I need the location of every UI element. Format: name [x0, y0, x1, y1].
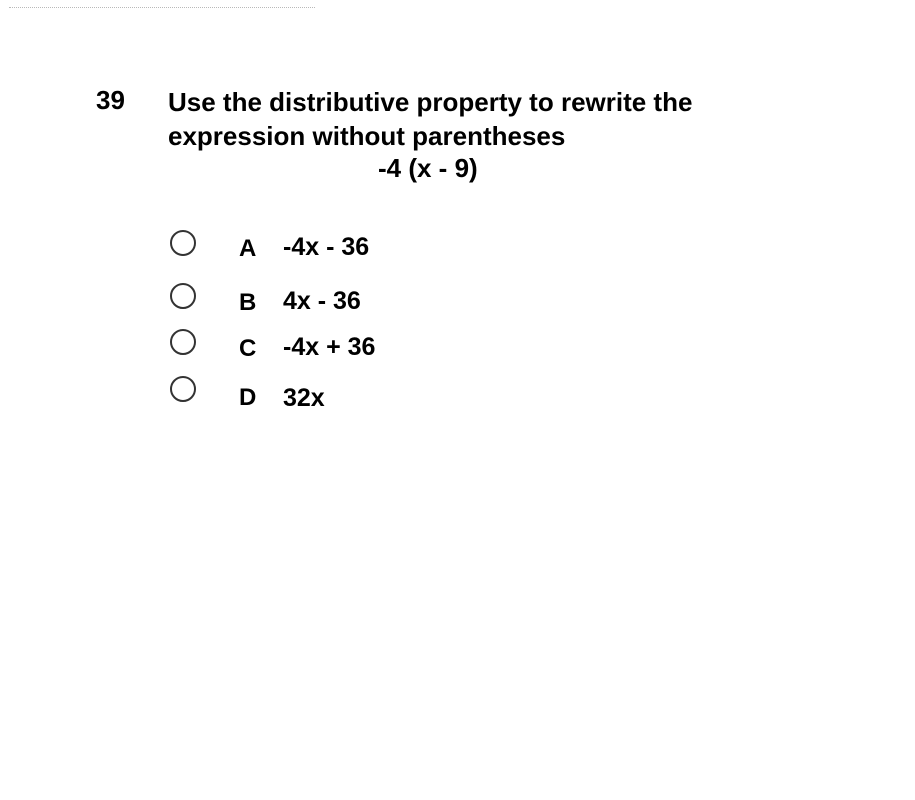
- choice-a-value: -4x - 36: [283, 233, 370, 261]
- choice-d-value: 32x: [283, 384, 325, 412]
- choice-a[interactable]: [170, 230, 570, 264]
- question-prompt-line-2: expression without parentheses: [168, 121, 566, 151]
- question-expression: -4 (x - 9): [378, 153, 478, 183]
- choice-b-radio[interactable]: [170, 283, 196, 309]
- question-number: 39: [96, 85, 125, 115]
- choice-c[interactable]: [170, 329, 570, 363]
- choice-a-radio[interactable]: [170, 230, 196, 256]
- choice-d[interactable]: [170, 376, 570, 410]
- choice-d-radio[interactable]: [170, 376, 196, 402]
- choice-b-value: 4x - 36: [283, 287, 361, 315]
- header-dotted-rule: [9, 7, 315, 8]
- choice-c-letter: C: [239, 335, 257, 362]
- choice-a-letter: A: [239, 235, 257, 262]
- choice-d-letter: D: [239, 384, 257, 411]
- choice-c-radio[interactable]: [170, 329, 196, 355]
- question-prompt-line-1: Use the distributive property to rewrite the: [168, 87, 693, 117]
- question-prompt: [168, 85, 808, 153]
- choice-b[interactable]: [170, 283, 570, 317]
- choice-c-value: -4x + 36: [283, 333, 376, 361]
- choice-b-letter: B: [239, 289, 257, 316]
